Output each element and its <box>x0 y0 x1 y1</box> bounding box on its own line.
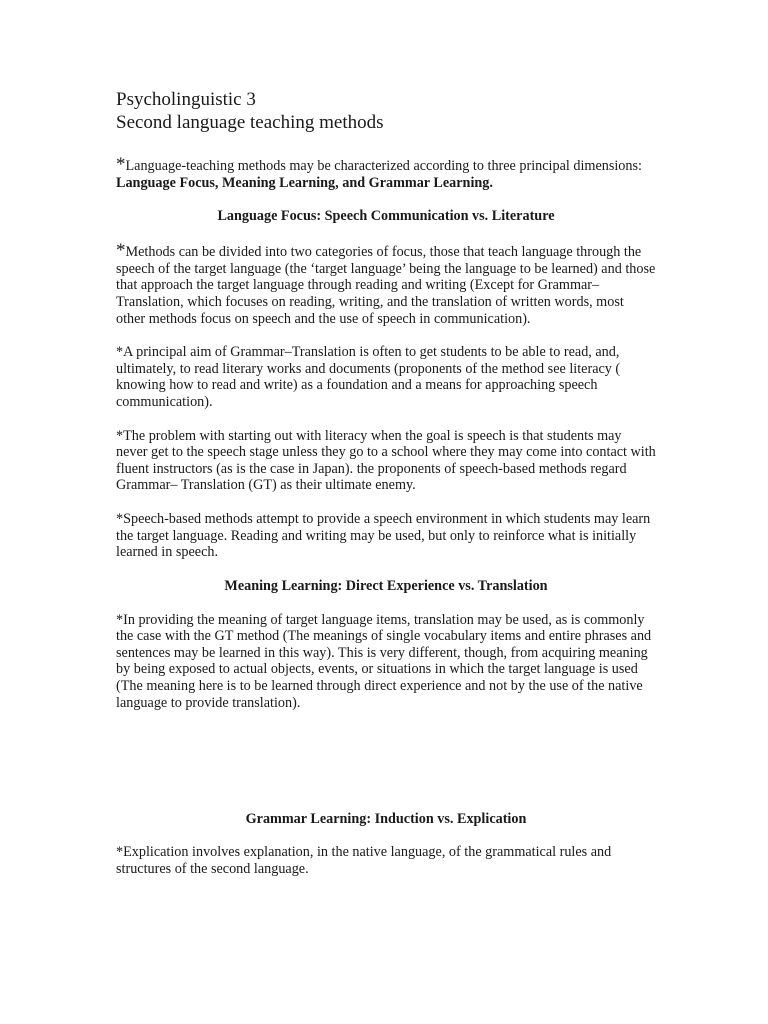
language-focus-paragraph-3: *The problem with starting out with literacy when the goal is speech is that students may never get to the speech stage unless they go to a school where they may come into contact with fluent instructors (as is the case in Japan). the proponents of speech-based methods regard Grammar– Translation (GT) as their ultimate enemy. <box>116 427 656 494</box>
language-focus-paragraph-4: *Speech-based methods attempt to provide a speech environment in which students may learn the target language. Reading and writing may be used, but only to reinforce what is initially learned in speech. <box>116 510 651 561</box>
language-focus-paragraph-1-text: Methods can be divided into two categories of focus, those that teach language through the speech of the target language (the ‘target language’ being the language to be learned) and those that approach the target language through reading and writing (Except for Grammar–Translation, which focuses on reading, writing, and the translation of written words, most other methods focus on speech and the use of speech in communication). <box>116 244 656 327</box>
language-focus-paragraph-2: *A principal aim of Grammar–Translation is often to get students to be able to read, and, ultimately, to read literary works and documents (proponents of the method see literacy ( knowing how to read and write) as a foundation and a means for approaching speech communication). <box>116 344 621 410</box>
language-focus-paragraph-1 <box>116 240 656 327</box>
title-line-1: Psycholinguistic 3 <box>116 89 256 110</box>
title-line-2: Second language teaching methods <box>116 112 384 133</box>
section-heading-language-focus: Language Focus: Speech Communication vs. Literature <box>217 208 555 225</box>
paragraph-star: * <box>116 240 126 262</box>
intro-paragraph <box>116 154 656 191</box>
document-title <box>116 88 656 134</box>
intro-star: * <box>116 154 126 175</box>
section-heading-meaning-learning: Meaning Learning: Direct Experience vs. Translation <box>224 577 548 594</box>
intro-text: Language-teaching methods may be characterized according to three principal dimensions: <box>125 158 642 174</box>
document-page <box>116 88 656 877</box>
section-heading-grammar-learning: Grammar Learning: Induction vs. Explication <box>245 811 527 828</box>
meaning-learning-paragraph-1: *In providing the meaning of target language items, translation may be used, as is commonly the case with the GT method (The meanings of single vocabulary items and entire phrases and sentences may be learned in this way). This is very different, though, from acquiring meaning by being exposed to actual objects, events, or situations in which the target language is used (The meaning here is to be learned through direct experience and not by the use of the native language to provide translation). <box>116 611 652 711</box>
grammar-learning-paragraph-1: *Explication involves explanation, in the native language, of the grammatical rules and structures of the second language. <box>116 844 612 877</box>
intro-dimensions: Language Focus, Meaning Learning, and Grammar Learning. <box>116 174 493 191</box>
